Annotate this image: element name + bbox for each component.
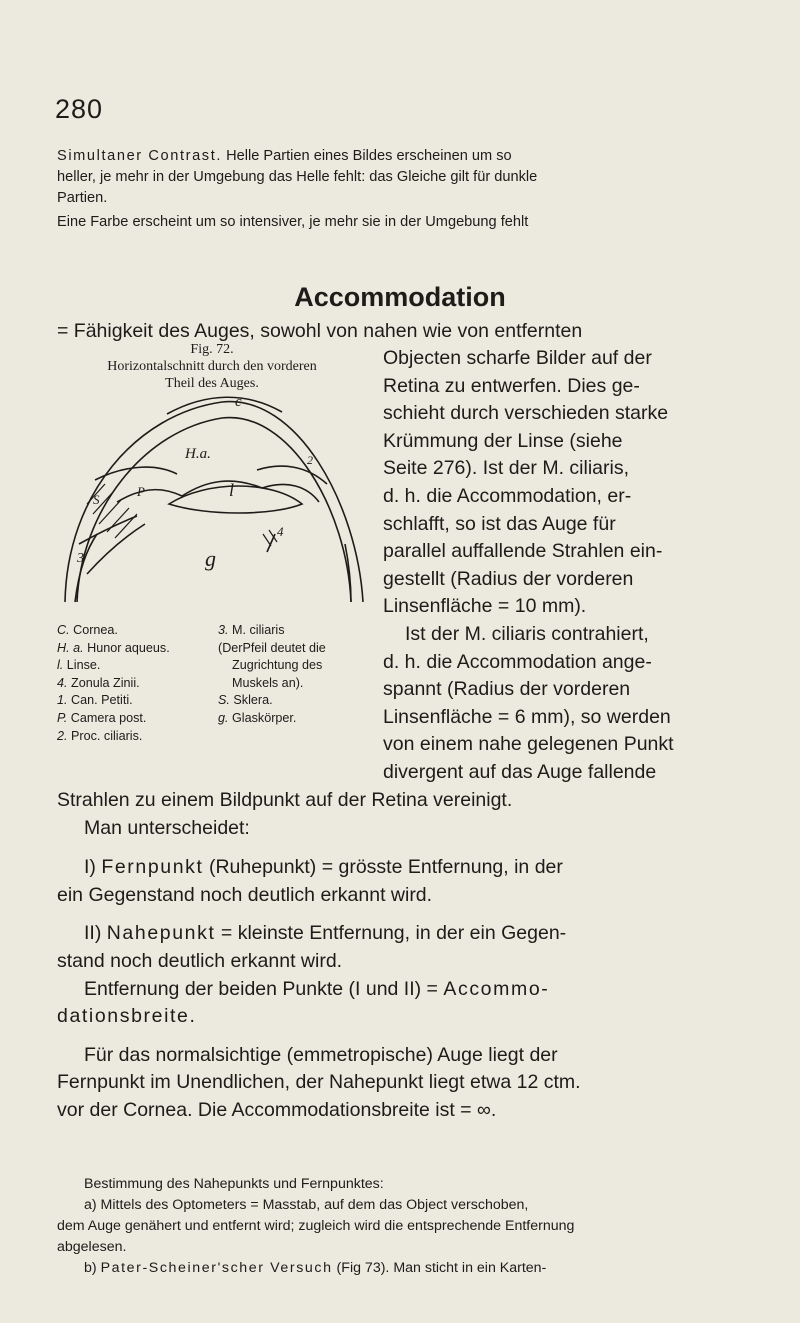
legend-symbol: P. xyxy=(57,710,68,725)
fern-rest: (Ruhepunkt) = grösste Entfernung, in der xyxy=(203,856,563,879)
breite-text: Entfernung der beiden Punkte (I und II) = xyxy=(84,977,444,1000)
contrast-line-4: Eine Farbe erscheint um so intensiver, je mehr sie in der Umgebung fehlt xyxy=(57,214,529,230)
text-line: Ist der M. ciliaris contrahiert, xyxy=(405,622,649,645)
legend-text: (DerPfeil deutet die xyxy=(218,640,326,655)
legend-symbol: 1. xyxy=(57,693,68,708)
legend-item xyxy=(218,710,326,728)
contrast-line-1: Helle Partien eines Bildes erscheinen um so xyxy=(226,148,512,164)
footnote-b-line xyxy=(57,1258,747,1279)
section-heading: Accommodation xyxy=(294,282,506,312)
mark-ha: H.a. xyxy=(185,446,211,462)
contrast-line-2: heller, je mehr in der Umgebung das Helle fehlt: das Gleiche gilt für dunkle xyxy=(57,169,538,185)
text-line: von einem nahe gelegenen Punkt xyxy=(383,733,674,756)
text-line: Man unterscheidet: xyxy=(84,816,250,839)
nahe-rest: = kleinste Entfernung, in der ein Gegen- xyxy=(215,922,567,945)
mark-three: 3 xyxy=(77,551,84,566)
legend-symbol: l. xyxy=(57,658,64,673)
legend-item xyxy=(57,657,170,675)
figure-legend-left xyxy=(57,622,170,745)
legend-item xyxy=(57,675,170,693)
breite-term: Accommo- xyxy=(443,977,550,1000)
mark-four: 4 xyxy=(277,524,284,539)
figure-caption-line-2: Theil des Auges. xyxy=(165,376,259,391)
page-number: 280 xyxy=(55,94,104,124)
footnote xyxy=(57,1174,747,1279)
legend-text: Linse. xyxy=(66,658,101,673)
mark-c: c xyxy=(235,394,242,410)
text-line: Retina zu entwerfen. Dies ge- xyxy=(383,374,640,397)
nahe-prefix: II) xyxy=(84,922,107,945)
mark-g: g xyxy=(205,546,216,571)
text-line: d. h. die Accommodation, er- xyxy=(383,484,632,507)
legend-text: Muskels an). xyxy=(232,675,304,690)
text-line: Strahlen zu einem Bildpunkt auf der Retina vereinigt. xyxy=(57,789,513,811)
figure-label: Fig. 72. xyxy=(190,342,234,357)
text-line: spannt (Radius der vorderen xyxy=(383,678,631,701)
contrast-line-3: Partien. xyxy=(57,190,108,206)
text-line: Krümmung der Linse (siehe xyxy=(383,429,623,452)
contrast-paragraph xyxy=(57,146,742,233)
nahepunkt-term: Nahepunkt xyxy=(106,922,216,945)
figure-caption-line-1: Horizontalschnitt durch den vorderen xyxy=(107,359,317,374)
legend-text: Zonula Zinii. xyxy=(71,675,140,690)
legend-item xyxy=(218,692,326,710)
legend-item xyxy=(57,692,170,710)
text-line: Objecten scharfe Bilder auf der xyxy=(383,347,652,369)
legend-text: Hunor aqueus. xyxy=(87,640,170,655)
text-line: Seite 276). Ist der M. ciliaris, xyxy=(383,457,629,480)
mark-s: S xyxy=(93,492,100,507)
footnote-line: dem Auge genähert und entfernt wird; zugleich wird die entsprechende Entfernung xyxy=(57,1218,575,1234)
figure-legend-right xyxy=(218,622,326,728)
footnote-b-prefix: b) xyxy=(84,1260,101,1276)
legend-item xyxy=(218,675,326,693)
legend-text: Zugrichtung des xyxy=(232,658,323,673)
footnote-title: Bestimmung des Nahepunkts und Fernpunktes: xyxy=(84,1176,384,1192)
eye-section-illustration xyxy=(57,384,367,609)
legend-text: Camera post. xyxy=(70,710,147,725)
text-line: parallel auffallende Strahlen ein- xyxy=(383,540,663,563)
text-line: schlafft, so ist das Auge für xyxy=(383,512,616,535)
sclera-inner xyxy=(77,418,351,602)
mark-l: l xyxy=(229,480,235,500)
nahepunkt-line xyxy=(57,920,757,948)
lens-shape xyxy=(169,486,302,513)
text-line: schieht durch verschieden starke xyxy=(383,402,669,425)
text-line: vor der Cornea. Die Accommodationsbreite ist = ∞. xyxy=(57,1098,497,1121)
definition-first-line: = Fähigkeit des Auges, sowohl von nahen wie von entfernten xyxy=(57,320,583,342)
legend-item xyxy=(57,622,170,640)
legend-symbol: g. xyxy=(218,710,229,725)
text-line: Linsenfläche = 6 mm), so werden xyxy=(383,705,671,728)
fernpunkt-line xyxy=(57,854,757,882)
right-column-text xyxy=(383,345,743,787)
legend-item xyxy=(57,640,170,658)
legend-symbol: 4. xyxy=(57,675,68,690)
breite-line xyxy=(57,976,757,1004)
legend-symbol: H. a. xyxy=(57,640,84,655)
body-text xyxy=(57,787,757,1125)
mark-p: P xyxy=(137,484,145,499)
footnote-line: a) Mittels des Optometers = Masstab, auf dem das Object verschoben, xyxy=(84,1197,529,1213)
text-line: Linsenfläche = 10 mm). xyxy=(383,595,587,618)
legend-symbol: S. xyxy=(218,693,230,708)
legend-text: Sklera. xyxy=(233,693,273,708)
text-line: dationsbreite. xyxy=(57,1005,197,1028)
legend-item xyxy=(218,622,326,640)
legend-text: Proc. ciliaris. xyxy=(71,728,143,743)
legend-item xyxy=(57,710,170,728)
legend-text: Can. Petiti. xyxy=(71,693,133,708)
footnote-b-rest: (Fig 73). Man sticht in ein Karten- xyxy=(332,1260,547,1276)
legend-text: M. ciliaris xyxy=(232,623,285,637)
text-line: d. h. die Accommodation ange- xyxy=(383,650,652,673)
legend-item xyxy=(218,640,326,658)
legend-text: Cornea. xyxy=(73,623,118,637)
text-line: ein Gegenstand noch deutlich erkannt wird. xyxy=(57,883,433,906)
text-line: stand noch deutlich erkannt wird. xyxy=(57,949,343,972)
text-line: Fernpunkt im Unendlichen, der Nahepunkt liegt etwa 12 ctm. xyxy=(57,1071,581,1094)
legend-symbol: 3. xyxy=(218,623,229,637)
legend-symbol: C. xyxy=(57,623,70,637)
legend-symbol: 2. xyxy=(57,728,68,743)
text-line: divergent auf das Auge fallende xyxy=(383,760,657,783)
text-line: gestellt (Radius der vorderen xyxy=(383,567,634,590)
fernpunkt-term: Fernpunkt xyxy=(101,856,204,879)
contrast-term: Simultaner Contrast. xyxy=(57,148,223,164)
legend-item xyxy=(218,657,326,675)
legend-text: Glaskörper. xyxy=(232,710,297,725)
mark-two: 2 xyxy=(307,453,313,467)
footnote-line: abgelesen. xyxy=(57,1239,127,1255)
fern-prefix: I) xyxy=(84,856,102,879)
footnote-b-term: Pater-Scheiner'scher Versuch xyxy=(100,1260,333,1276)
text-line: Für das normalsichtige (emmetropische) Auge liegt der xyxy=(84,1043,558,1066)
legend-item xyxy=(57,728,170,746)
